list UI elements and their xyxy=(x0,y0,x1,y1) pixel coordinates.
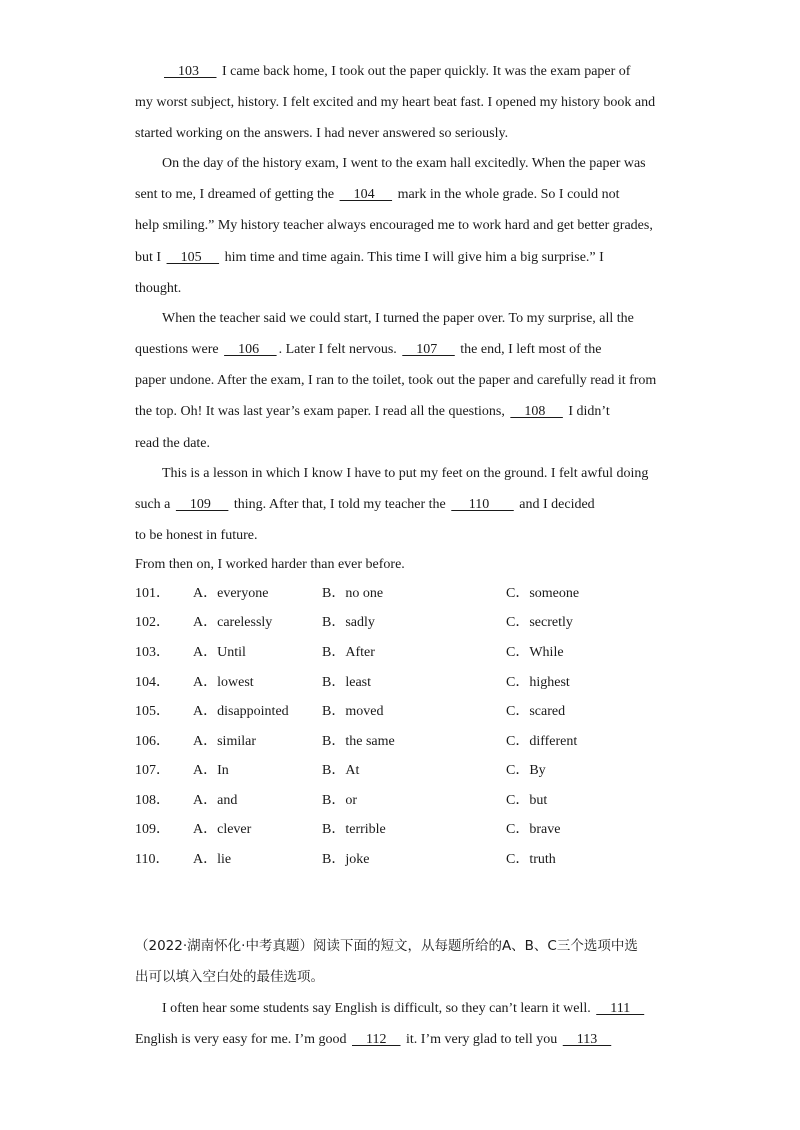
option-a: A．similar xyxy=(193,734,256,749)
option-c: C．highest xyxy=(506,675,570,690)
passage-line: This is a lesson in which I know I have to put my feet on the ground. I felt awful doing xyxy=(162,466,649,481)
option-b: B．least xyxy=(322,675,371,690)
question-number: 110． xyxy=(135,852,170,867)
option-a: A．carelessly xyxy=(193,615,273,630)
option-a: A．Until xyxy=(193,645,246,660)
option-b: B．After xyxy=(322,645,375,660)
blank-112: 112 xyxy=(352,1032,401,1047)
blank-104: 104 xyxy=(339,187,393,202)
blank-107: 107 xyxy=(402,342,455,357)
question-number: 109． xyxy=(135,822,170,837)
option-row xyxy=(135,584,695,604)
option-row xyxy=(135,820,695,840)
option-b: B．or xyxy=(322,793,357,808)
passage-line xyxy=(135,56,665,87)
option-b: B．moved xyxy=(322,704,384,719)
option-row xyxy=(135,673,695,693)
passage-text: and I decided xyxy=(515,497,595,512)
option-b: B．no one xyxy=(322,586,384,601)
option-c: C．brave xyxy=(506,822,561,837)
passage-line: my worst subject, history. I felt excited and my heart beat fast. I opened my history book and xyxy=(135,95,656,110)
option-c: C．By xyxy=(506,763,546,778)
passage-text: but I xyxy=(135,250,165,265)
option-a: A．lowest xyxy=(193,675,254,690)
option-a: A．disappointed xyxy=(193,704,289,719)
option-a: A．everyone xyxy=(193,586,269,601)
option-a: A．clever xyxy=(193,822,252,837)
passage-text: I didn’t xyxy=(564,404,610,419)
option-row xyxy=(135,761,695,781)
option-row xyxy=(135,613,695,633)
question-number: 103． xyxy=(135,645,170,660)
passage-text: English is very easy for me. I’m good xyxy=(135,1032,351,1047)
option-b: B．sadly xyxy=(322,615,375,630)
option-row xyxy=(135,850,695,870)
option-c: C．truth xyxy=(506,852,556,867)
passage-line xyxy=(135,179,665,210)
option-b: B．At xyxy=(322,763,360,778)
option-b: B．terrible xyxy=(322,822,386,837)
passage-line: thought. xyxy=(135,281,182,296)
question-number: 104． xyxy=(135,675,170,690)
option-a: A．In xyxy=(193,763,229,778)
passage-text: the top. Oh! It was last year’s exam paper. I read all the questions, xyxy=(135,404,509,419)
option-c: C．secretly xyxy=(506,615,573,630)
section-instruction: 出可以填入空白处的最佳选项。 xyxy=(135,969,324,985)
option-b: B．joke xyxy=(322,852,370,867)
passage-line xyxy=(135,993,692,1024)
blank-106: 106 xyxy=(224,342,277,357)
option-c: C．someone xyxy=(506,586,580,601)
option-row xyxy=(135,791,695,811)
option-c: C．While xyxy=(506,645,564,660)
question-number: 102． xyxy=(135,615,170,630)
option-row xyxy=(135,732,695,752)
passage-line: paper undone. After the exam, I ran to the toilet, took out the paper and carefully read it from xyxy=(135,373,657,388)
passage-line xyxy=(135,489,665,520)
passage-line: help smiling.” My history teacher always encouraged me to work hard and get better grades, xyxy=(135,218,653,233)
passage-line xyxy=(135,396,665,427)
option-c: C．but xyxy=(506,793,548,808)
question-number: 101． xyxy=(135,586,170,601)
passage-line: When the teacher said we could start, I turned the paper over. To my surprise, all the xyxy=(162,311,634,326)
option-a: A．lie xyxy=(193,852,232,867)
option-row xyxy=(135,702,695,722)
passage-text: him time and time again. This time I will give him a big surprise.” I xyxy=(221,250,604,265)
passage-line: started working on the answers. I had never answered so seriously. xyxy=(135,126,509,141)
passage-line xyxy=(135,242,665,273)
blank-111: 111 xyxy=(596,1001,645,1016)
blank-103: 103 xyxy=(164,64,217,79)
passage-text: it. I’m very glad to tell you xyxy=(402,1032,561,1047)
blank-105: 105 xyxy=(166,250,220,265)
passage-text: such a xyxy=(135,497,174,512)
section-instruction: （2022·湖南怀化·中考真题）阅读下面的短文，从每题所给的A、B、C三个选项中选 xyxy=(135,938,638,954)
passage-text: . Later I felt nervous. xyxy=(278,342,401,357)
option-c: C．different xyxy=(506,734,578,749)
passage-text: I came back home, I took out the paper quickly. It was the exam paper of xyxy=(218,64,631,79)
passage-text: sent to me, I dreamed of getting the xyxy=(135,187,338,202)
passage-text: mark in the whole grade. So I could not xyxy=(394,187,620,202)
passage-text: questions were xyxy=(135,342,223,357)
passage-line: On the day of the history exam, I went to the exam hall excitedly. When the paper was xyxy=(162,156,646,171)
blank-110: 110 xyxy=(451,497,514,512)
passage-text: thing. After that, I told my teacher the xyxy=(230,497,450,512)
passage-text: I often hear some students say English is difficult, so they can’t learn it well. xyxy=(162,1001,595,1016)
option-c: C．scared xyxy=(506,704,566,719)
option-b: B．the same xyxy=(322,734,395,749)
question-number: 108． xyxy=(135,793,170,808)
option-row xyxy=(135,643,695,663)
passage-line xyxy=(135,334,665,365)
question-number: 105． xyxy=(135,704,170,719)
passage-line: to be honest in future. xyxy=(135,528,258,543)
option-a: A．and xyxy=(193,793,238,808)
blank-113: 113 xyxy=(562,1032,612,1047)
blank-109: 109 xyxy=(175,497,229,512)
question-number: 106． xyxy=(135,734,170,749)
question-number: 107． xyxy=(135,763,170,778)
passage-line xyxy=(135,1024,665,1055)
blank-108: 108 xyxy=(510,404,563,419)
passage-text: the end, I left most of the xyxy=(456,342,602,357)
passage-line: read the date. xyxy=(135,436,211,451)
passage-line: From then on, I worked harder than ever before. xyxy=(135,557,405,572)
